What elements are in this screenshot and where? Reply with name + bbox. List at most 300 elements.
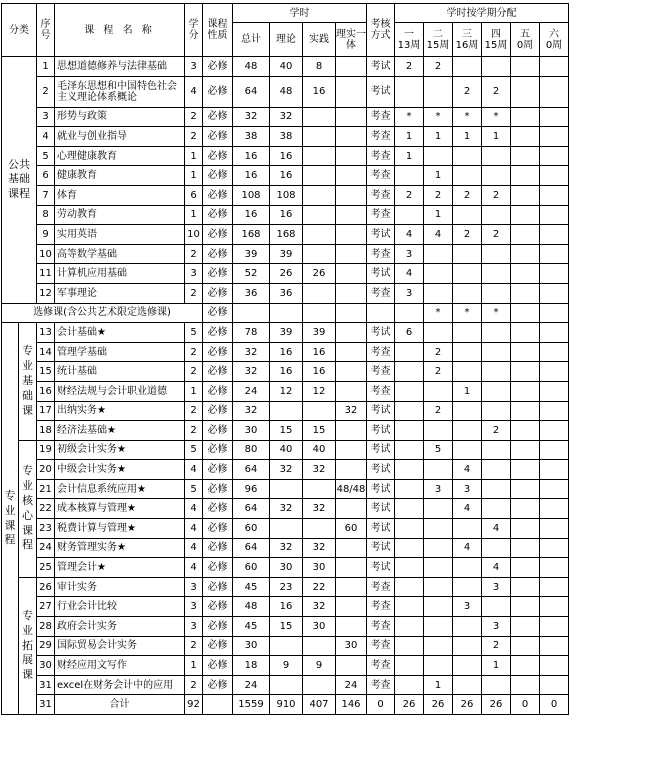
group-major-core: 专业核心课程: [19, 440, 37, 577]
course-total: 39: [233, 244, 270, 264]
course-theory: 168: [270, 225, 303, 245]
semester-hours: [511, 597, 540, 617]
table-row: [2, 538, 569, 558]
semester-hours: [453, 675, 482, 695]
header-course-name: 课 程 名 称: [55, 4, 185, 57]
course-nature: 必修: [203, 225, 233, 245]
semester-hours: [540, 401, 569, 421]
course-nature: 必修: [203, 401, 233, 421]
semester-hours: [482, 538, 511, 558]
course-name: 高等数学基础: [55, 244, 185, 264]
header-practice: 实践: [303, 23, 336, 57]
course-practice: 15: [303, 421, 336, 441]
semester-hours: [540, 185, 569, 205]
semester-hours: [511, 479, 540, 499]
course-credit: 3: [185, 57, 203, 77]
course-integrated: [336, 342, 367, 362]
course-name: 会计基础★: [55, 323, 185, 343]
elective-nature: 必修: [203, 303, 233, 323]
header-nature: 课程性质: [203, 4, 233, 57]
semester-hours: 1: [424, 166, 453, 186]
course-credit: 3: [185, 617, 203, 637]
course-name: 审计实务: [55, 577, 185, 597]
semester-hours: 2: [424, 362, 453, 382]
course-theory: 15: [270, 421, 303, 441]
course-credit: 1: [185, 166, 203, 186]
course-theory: 39: [270, 323, 303, 343]
header-semester-6: [540, 23, 569, 57]
course-nature: 必修: [203, 538, 233, 558]
course-practice: 32: [303, 499, 336, 519]
course-nature: 必修: [203, 264, 233, 284]
course-nature: 必修: [203, 283, 233, 303]
course-no: 21: [37, 479, 55, 499]
course-name: 经济法基础★: [55, 421, 185, 441]
semester-hours: [540, 323, 569, 343]
course-no: 18: [37, 421, 55, 441]
course-theory: [270, 479, 303, 499]
semester-hours: [540, 538, 569, 558]
semester-hours: 2: [453, 76, 482, 107]
course-exam: 考查: [367, 656, 395, 676]
elective-semester-hours: *: [482, 303, 511, 323]
semester-hours: 2: [482, 185, 511, 205]
semester-hours: [424, 146, 453, 166]
course-exam: 考查: [367, 675, 395, 695]
semester-hours: [453, 205, 482, 225]
course-nature: 必修: [203, 499, 233, 519]
table-row: [2, 283, 569, 303]
course-practice: 30: [303, 558, 336, 578]
total-nature: [203, 695, 233, 715]
course-practice: [303, 519, 336, 539]
course-name: 体育: [55, 185, 185, 205]
semester-hours: [511, 225, 540, 245]
course-practice: 16: [303, 342, 336, 362]
semester-hours: [395, 76, 424, 107]
semester-hours: [511, 185, 540, 205]
semester-hours: *: [424, 107, 453, 127]
semester-hours: 3: [453, 597, 482, 617]
semester-hours: [482, 460, 511, 480]
semester-hours: [395, 205, 424, 225]
semester-hours: [540, 76, 569, 107]
semester-hours: [424, 538, 453, 558]
semester-hours: [511, 460, 540, 480]
semester-hours: [511, 558, 540, 578]
course-nature: 必修: [203, 362, 233, 382]
semester-hours: [482, 479, 511, 499]
course-name: 形势与政策: [55, 107, 185, 127]
semester-hours: 2: [482, 636, 511, 656]
course-no: 17: [37, 401, 55, 421]
semester-hours: [424, 636, 453, 656]
semester-hours: [482, 440, 511, 460]
course-total: 32: [233, 342, 270, 362]
course-integrated: [336, 146, 367, 166]
total-row: [2, 695, 569, 715]
course-theory: [270, 519, 303, 539]
semester-hours: [511, 617, 540, 637]
course-credit: 3: [185, 577, 203, 597]
course-total: 30: [233, 636, 270, 656]
course-total: 36: [233, 283, 270, 303]
total-semester-hours: 0: [540, 695, 569, 715]
course-total: 60: [233, 519, 270, 539]
course-theory: 48: [270, 76, 303, 107]
course-no: 1: [37, 57, 55, 77]
semester-hours: 4: [453, 460, 482, 480]
table-row: [2, 440, 569, 460]
semester-hours: 2: [482, 76, 511, 107]
course-credit: 4: [185, 460, 203, 480]
course-integrated: [336, 381, 367, 401]
header-total: 总计: [233, 23, 270, 57]
course-integrated: [336, 656, 367, 676]
semester-hours: [540, 225, 569, 245]
semester-hours: 3: [395, 283, 424, 303]
semester-hours: [424, 558, 453, 578]
semester-hours: *: [482, 107, 511, 127]
course-credit: 4: [185, 76, 203, 107]
semester-hours: [540, 597, 569, 617]
semester-hours: [395, 577, 424, 597]
semester-hours: [482, 146, 511, 166]
course-credit: 4: [185, 499, 203, 519]
semester-hours: [511, 205, 540, 225]
semester-hours: [453, 342, 482, 362]
course-theory: 38: [270, 127, 303, 147]
course-nature: 必修: [203, 479, 233, 499]
semester-hours: [482, 597, 511, 617]
semester-hours: [453, 166, 482, 186]
total-hours: 1559: [233, 695, 270, 715]
total-no: 31: [37, 695, 55, 715]
course-name: 就业与创业指导: [55, 127, 185, 147]
table-row: [2, 381, 569, 401]
course-no: 15: [37, 362, 55, 382]
course-theory: 30: [270, 558, 303, 578]
course-exam: 考查: [367, 362, 395, 382]
course-name: 管理会计★: [55, 558, 185, 578]
course-credit: 5: [185, 479, 203, 499]
total-semester-hours: 26: [482, 695, 511, 715]
semester-hours: [482, 323, 511, 343]
semester-hours: [424, 577, 453, 597]
course-exam: 考查: [367, 205, 395, 225]
semester-hours: [511, 283, 540, 303]
course-nature: 必修: [203, 166, 233, 186]
course-exam: 考试: [367, 76, 395, 107]
semester-hours: 3: [424, 479, 453, 499]
table-row: [2, 205, 569, 225]
semester-hours: [424, 381, 453, 401]
course-theory: 32: [270, 538, 303, 558]
semester-hours: 3: [395, 244, 424, 264]
semester-hours: 1: [395, 127, 424, 147]
semester-hours: 4: [453, 538, 482, 558]
semester-hours: [482, 401, 511, 421]
course-nature: 必修: [203, 342, 233, 362]
course-practice: [303, 205, 336, 225]
course-credit: 4: [185, 519, 203, 539]
semester-hours: 1: [453, 381, 482, 401]
course-name: 财务管理实务★: [55, 538, 185, 558]
semester-hours: [453, 440, 482, 460]
elective-empty-cell: [303, 303, 336, 323]
course-practice: 32: [303, 538, 336, 558]
semester-hours: [395, 617, 424, 637]
semester-hours: [453, 421, 482, 441]
course-credit: 1: [185, 146, 203, 166]
semester-hours: [540, 675, 569, 695]
semester-hours: [424, 656, 453, 676]
course-name: 毛泽东思想和中国特色社会主义理论体系概论: [55, 76, 185, 107]
course-no: 10: [37, 244, 55, 264]
elective-semester-hours: [511, 303, 540, 323]
course-exam: 考查: [367, 244, 395, 264]
course-practice: [303, 225, 336, 245]
course-practice: [303, 185, 336, 205]
course-credit: 2: [185, 283, 203, 303]
semester-hours: [540, 440, 569, 460]
course-name: 成本核算与管理★: [55, 499, 185, 519]
course-credit: 5: [185, 323, 203, 343]
course-exam: 考查: [367, 597, 395, 617]
course-integrated: [336, 76, 367, 107]
course-integrated: 24: [336, 675, 367, 695]
semester-hours: 2: [395, 57, 424, 77]
course-integrated: [336, 421, 367, 441]
semester-weeks: 15周: [484, 39, 508, 51]
course-total: 24: [233, 675, 270, 695]
semester-hours: [511, 342, 540, 362]
semester-hours: [395, 460, 424, 480]
course-total: 16: [233, 205, 270, 225]
elective-empty-cell: [270, 303, 303, 323]
total-semester-hours: 26: [453, 695, 482, 715]
semester-hours: [424, 519, 453, 539]
course-nature: 必修: [203, 76, 233, 107]
semester-hours: [511, 577, 540, 597]
semester-hours: [395, 440, 424, 460]
semester-hours: [395, 519, 424, 539]
semester-weeks: 13周: [397, 39, 421, 51]
semester-hours: [540, 362, 569, 382]
elective-empty-cell: [233, 303, 270, 323]
course-theory: 108: [270, 185, 303, 205]
course-nature: 必修: [203, 636, 233, 656]
semester-hours: 2: [424, 57, 453, 77]
total-semester-hours: 0: [511, 695, 540, 715]
course-integrated: [336, 185, 367, 205]
course-name: 实用英语: [55, 225, 185, 245]
course-total: 32: [233, 401, 270, 421]
course-credit: 4: [185, 538, 203, 558]
table-row: [2, 479, 569, 499]
semester-hours: [540, 166, 569, 186]
course-no: 23: [37, 519, 55, 539]
course-exam: 考试: [367, 460, 395, 480]
course-theory: 32: [270, 460, 303, 480]
course-integrated: [336, 127, 367, 147]
course-credit: 2: [185, 362, 203, 382]
course-total: 64: [233, 460, 270, 480]
course-nature: 必修: [203, 381, 233, 401]
semester-hours: [424, 499, 453, 519]
course-integrated: [336, 617, 367, 637]
course-name: 初级会计实务★: [55, 440, 185, 460]
header-no: 序号: [37, 4, 55, 57]
course-nature: 必修: [203, 127, 233, 147]
course-exam: 考试: [367, 499, 395, 519]
total-theory: 910: [270, 695, 303, 715]
course-theory: [270, 636, 303, 656]
semester-hours: [511, 57, 540, 77]
semester-hours: [424, 597, 453, 617]
group-public-courses: 公共基础课程: [2, 57, 37, 304]
semester-hours: [453, 558, 482, 578]
semester-hours: [453, 244, 482, 264]
semester-hours: [395, 597, 424, 617]
course-credit: 3: [185, 264, 203, 284]
course-practice: [303, 401, 336, 421]
semester-hours: [540, 656, 569, 676]
course-no: 16: [37, 381, 55, 401]
course-total: 32: [233, 362, 270, 382]
course-exam: 考查: [367, 381, 395, 401]
course-total: 48: [233, 57, 270, 77]
semester-hours: 4: [453, 499, 482, 519]
header-integrated: 理实一体: [336, 23, 367, 57]
total-credit: 92: [185, 695, 203, 715]
table-row: [2, 127, 569, 147]
table-row: [2, 185, 569, 205]
semester-hours: [482, 57, 511, 77]
course-name: 国际贸易会计实务: [55, 636, 185, 656]
semester-weeks: 15周: [426, 39, 450, 51]
semester-name: 六: [549, 28, 559, 40]
course-practice: [303, 675, 336, 695]
table-row: [2, 675, 569, 695]
semester-name: 三: [462, 28, 472, 40]
table-row: [2, 558, 569, 578]
course-theory: 32: [270, 499, 303, 519]
course-integrated: [336, 205, 367, 225]
table-row: [2, 519, 569, 539]
semester-hours: [395, 421, 424, 441]
course-practice: 32: [303, 460, 336, 480]
course-total: 96: [233, 479, 270, 499]
semester-weeks: 16周: [455, 39, 479, 51]
course-nature: 必修: [203, 519, 233, 539]
semester-hours: [511, 656, 540, 676]
semester-hours: [540, 421, 569, 441]
header-distribution: 学时按学期分配: [395, 4, 569, 23]
semester-hours: [540, 57, 569, 77]
course-table-body: [2, 4, 569, 715]
semester-hours: [453, 323, 482, 343]
semester-weeks: 0周: [516, 39, 534, 51]
course-integrated: [336, 577, 367, 597]
table-row: [2, 401, 569, 421]
semester-hours: 1: [424, 127, 453, 147]
semester-hours: [424, 617, 453, 637]
semester-hours: [511, 401, 540, 421]
course-name: 劳动教育: [55, 205, 185, 225]
semester-hours: 4: [482, 558, 511, 578]
semester-hours: [511, 440, 540, 460]
course-credit: 2: [185, 342, 203, 362]
course-credit: 6: [185, 185, 203, 205]
semester-hours: [395, 675, 424, 695]
course-no: 13: [37, 323, 55, 343]
semester-hours: 2: [453, 185, 482, 205]
course-nature: 必修: [203, 656, 233, 676]
course-credit: 10: [185, 225, 203, 245]
semester-hours: [540, 479, 569, 499]
course-practice: 8: [303, 57, 336, 77]
semester-name: 五: [520, 28, 530, 40]
course-exam: 考查: [367, 636, 395, 656]
course-no: 25: [37, 558, 55, 578]
semester-hours: [511, 538, 540, 558]
table-row: [2, 342, 569, 362]
semester-name: 四: [491, 28, 501, 40]
course-no: 6: [37, 166, 55, 186]
elective-row: [2, 303, 569, 323]
semester-hours: [424, 264, 453, 284]
total-practice: 407: [303, 695, 336, 715]
group-elective: 选修课(含公共艺术限定选修课): [2, 303, 203, 323]
semester-hours: [540, 381, 569, 401]
semester-hours: [540, 205, 569, 225]
course-exam: 考试: [367, 264, 395, 284]
course-exam: 考试: [367, 323, 395, 343]
semester-hours: [453, 401, 482, 421]
semester-hours: 4: [395, 225, 424, 245]
semester-hours: 2: [424, 401, 453, 421]
total-semester-hours: 26: [395, 695, 424, 715]
table-row: [2, 597, 569, 617]
semester-hours: 1: [424, 205, 453, 225]
course-credit: 2: [185, 401, 203, 421]
semester-hours: [511, 362, 540, 382]
semester-hours: [424, 460, 453, 480]
table-row: [2, 146, 569, 166]
course-practice: 32: [303, 597, 336, 617]
course-nature: 必修: [203, 617, 233, 637]
course-nature: 必修: [203, 107, 233, 127]
course-practice: 16: [303, 76, 336, 107]
semester-hours: 4: [424, 225, 453, 245]
course-no: 7: [37, 185, 55, 205]
semester-hours: [540, 636, 569, 656]
course-credit: 4: [185, 558, 203, 578]
course-integrated: [336, 244, 367, 264]
course-total: 24: [233, 381, 270, 401]
semester-hours: 2: [482, 421, 511, 441]
course-practice: [303, 283, 336, 303]
semester-hours: [540, 617, 569, 637]
course-total: 32: [233, 107, 270, 127]
semester-name: 二: [433, 28, 443, 40]
semester-hours: 4: [395, 264, 424, 284]
course-credit: 1: [185, 656, 203, 676]
course-no: 22: [37, 499, 55, 519]
course-no: 31: [37, 675, 55, 695]
course-total: 64: [233, 76, 270, 107]
